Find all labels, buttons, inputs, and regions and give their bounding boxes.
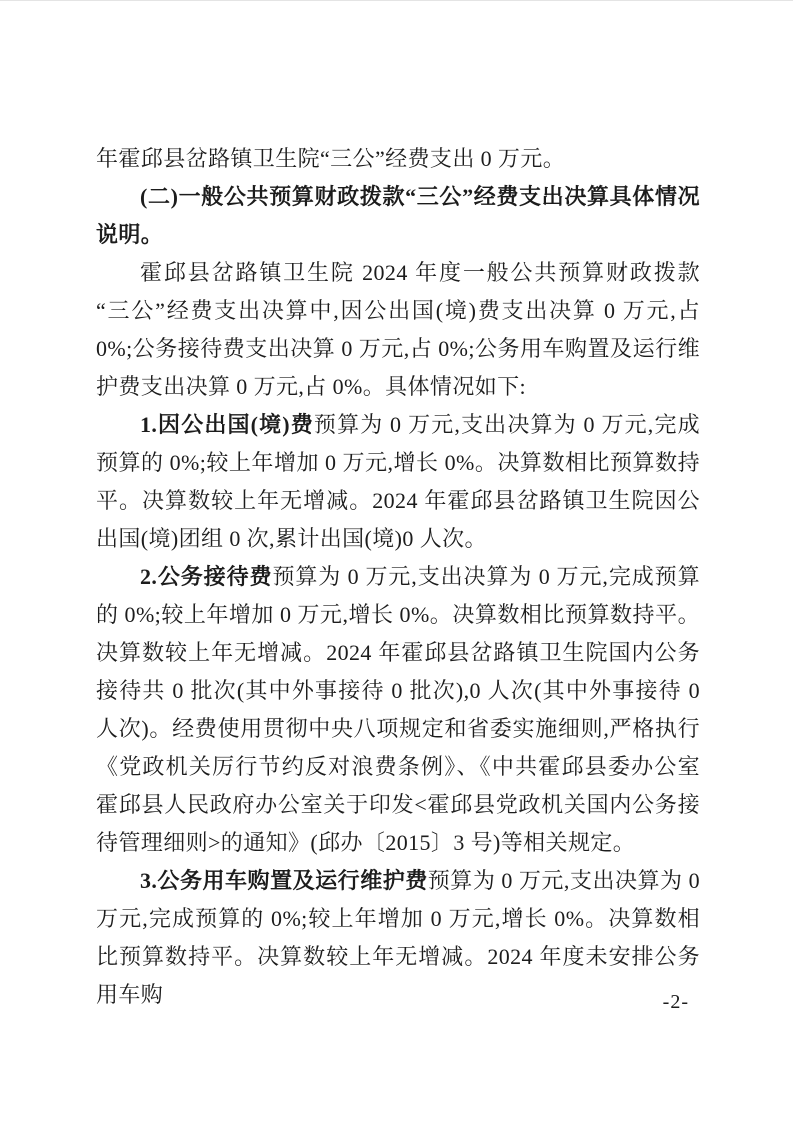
paragraph-continuation: [96, 140, 700, 178]
paragraph-text: 预算为 0 万元,支出决算为 0 万元,完成预算的 0%;较上年增加 0 万元,增长 0%。决算数相比预算数持平。决算数较上年无增减。2024 年霍邱县岔路镇卫生院国内公务接待共 0 批次(其中外事接待 0 批次),0 人次(其中外事接待 0 人次)。经费使用贯彻中央八项规定和省委实施细则,严格执行《党政机关厉行节约反对浪费条例》、《中共霍邱县委办公室 霍邱县人民政府办公室关于印发<霍邱县党政机关国内公务接待管理细则>的通知》(邱办〔2015〕3 号)等相关规定。: [96, 564, 723, 855]
paragraph-item-3-vehicle-expense: [96, 862, 700, 1014]
document-body: [96, 140, 723, 1014]
paragraph-item-1-abroad-expense: [96, 406, 700, 558]
paragraph-text: 预算为 0 万元,支出决算为 0 万元,完成预算的 0%;较上年增加 0 万元,增长 0%。决算数相比预算数持平。决算数较上年无增减。2024 年霍邱县岔路镇卫生院因公出国(境)团组 0 次,累计出国(境)0 人次。: [96, 412, 700, 551]
section-heading-text: (二)一般公共预算财政拨款“三公”经费支出决算具体情况说明。: [96, 184, 700, 247]
section-heading: [96, 178, 700, 254]
paragraph-lead: 3.公务用车购置及运行维护费: [140, 868, 428, 893]
paragraph-text: 霍邱县岔路镇卫生院 2024 年度一般公共预算财政拨款“三公”经费支出决算中,因公出国(境)费支出决算 0 万元,占 0%;公务接待费支出决算 0 万元,占 0%;公务用车购置及运行维护费支出决算 0 万元,占 0%。具体情况如下:: [96, 260, 700, 399]
paragraph-text: 年霍邱县岔路镇卫生院“三公”经费支出 0 万元。: [96, 146, 566, 171]
paragraph-item-2-reception-expense: [96, 558, 723, 862]
page-number: -2-: [662, 991, 689, 1013]
paragraph-text: 预算为 0 万元,支出决算为 0 万元,完成预算的 0%;较上年增加 0 万元,增长 0%。决算数相比预算数持平。决算数较上年无增减。2024 年度未安排公务用车购: [96, 868, 700, 1007]
paragraph-overview: [96, 254, 700, 406]
paragraph-lead: 2.公务接待费: [140, 564, 273, 589]
paragraph-lead: 1.因公出国(境)费: [140, 412, 314, 437]
